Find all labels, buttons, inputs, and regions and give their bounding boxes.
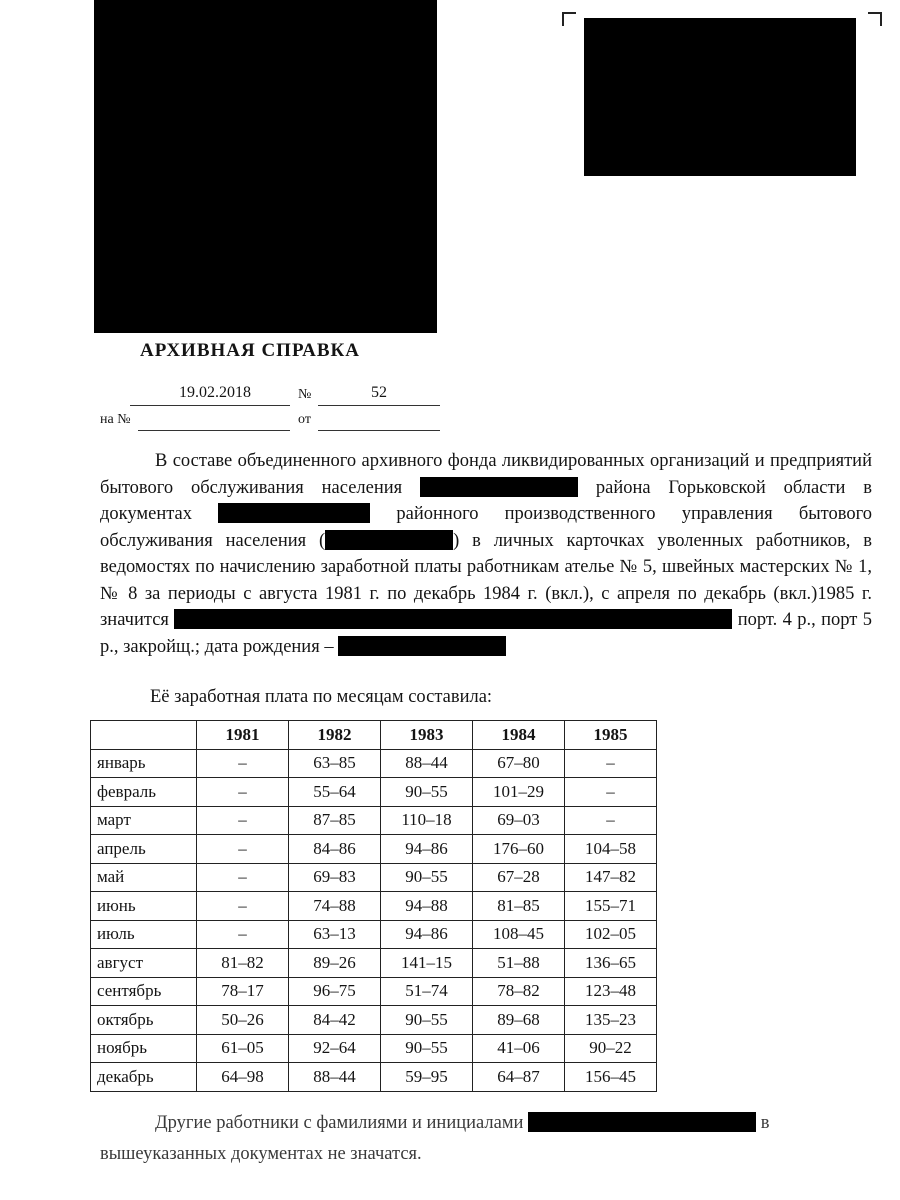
salary-cell: 94–86 <box>381 920 473 949</box>
salary-cell: 88–44 <box>381 749 473 778</box>
salary-cell: 63–85 <box>289 749 381 778</box>
header-cell: 1981 <box>197 721 289 750</box>
salary-cell: – <box>197 749 289 778</box>
salary-cell: – <box>565 806 657 835</box>
redacted-letterhead <box>94 0 437 333</box>
salary-cell: 74–88 <box>289 892 381 921</box>
table-caption: Её заработная плата по месяцам составила: <box>150 687 493 707</box>
salary-cell: 64–98 <box>197 1063 289 1092</box>
salary-cell: 102–05 <box>565 920 657 949</box>
salary-cell: 94–86 <box>381 835 473 864</box>
redacted-abbreviation <box>325 530 453 550</box>
redacted-addressee <box>584 18 856 176</box>
salary-cell: 51–88 <box>473 949 565 978</box>
salary-cell: 136–65 <box>565 949 657 978</box>
salary-cell: 88–44 <box>289 1063 381 1092</box>
table-row <box>91 778 657 807</box>
salary-cell: 92–64 <box>289 1034 381 1063</box>
salary-cell: 59–95 <box>381 1063 473 1092</box>
salary-cell: 110–18 <box>381 806 473 835</box>
salary-cell: 67–28 <box>473 863 565 892</box>
header-cell: 1982 <box>289 721 381 750</box>
closing-text-part2: в <box>760 1113 770 1133</box>
table-row <box>91 835 657 864</box>
salary-cell: 61–05 <box>197 1034 289 1063</box>
from-underline <box>318 430 440 431</box>
salary-cell: 69–83 <box>289 863 381 892</box>
table-row <box>91 920 657 949</box>
number-label: № <box>298 387 312 402</box>
month-cell: май <box>91 863 197 892</box>
month-cell: август <box>91 949 197 978</box>
redacted-employee-name <box>174 609 732 629</box>
body-text-part5: порт. 4 р., порт 5 р., закройщ.; дата рождения – <box>100 610 873 657</box>
salary-cell: 55–64 <box>289 778 381 807</box>
salary-cell: 176–60 <box>473 835 565 864</box>
header-cell: 1984 <box>473 721 565 750</box>
body-text-part3: районного производственного управления бытового обслуживания населения ( <box>100 504 872 551</box>
body-text-part1: В составе объединенного архивного фонда ликвидированных организаций и предприятий бытового обслуживания населения <box>100 451 872 498</box>
table-row <box>91 892 657 921</box>
salary-cell: 89–26 <box>289 949 381 978</box>
header-cell: 1983 <box>381 721 473 750</box>
salary-cell: 147–82 <box>565 863 657 892</box>
table-row <box>91 1034 657 1063</box>
date-underline <box>130 405 290 406</box>
month-cell: июнь <box>91 892 197 921</box>
body-text-part4: ) в личных карточках уволенных работников, в ведомостях по начислению заработной платы работникам ателье № 5, швейных мастерских № 1, № 8 за периоды с августа 1981 г. по декабрь 1984 г. (вкл.), с апреля по декабрь (вкл.)1985 г. значится <box>100 530 872 630</box>
salary-cell: 155–71 <box>565 892 657 921</box>
month-cell: март <box>91 806 197 835</box>
table-row <box>91 806 657 835</box>
month-cell: декабрь <box>91 1063 197 1092</box>
salary-table <box>90 720 657 1092</box>
month-cell: февраль <box>91 778 197 807</box>
salary-cell: 50–26 <box>197 1006 289 1035</box>
document-title: АРХИВНАЯ СПРАВКА <box>140 340 361 361</box>
salary-cell: 84–42 <box>289 1006 381 1035</box>
salary-cell: – <box>197 892 289 921</box>
header-cell: 1985 <box>565 721 657 750</box>
body-text-part2: района Горьковской области в документах <box>100 477 873 524</box>
salary-cell: 96–75 <box>289 977 381 1006</box>
number-underline <box>318 405 440 406</box>
redacted-names <box>528 1112 756 1132</box>
salary-cell: – <box>197 806 289 835</box>
number-value: 52 <box>371 384 387 401</box>
body-paragraph <box>100 448 872 660</box>
salary-cell: 156–45 <box>565 1063 657 1092</box>
redacted-district-name <box>420 477 578 497</box>
salary-cell: 90–55 <box>381 1006 473 1035</box>
table-row <box>91 1006 657 1035</box>
table-row <box>91 863 657 892</box>
header-cell <box>91 721 197 750</box>
salary-cell: 84–86 <box>289 835 381 864</box>
month-cell: январь <box>91 749 197 778</box>
month-cell: сентябрь <box>91 977 197 1006</box>
table-row <box>91 749 657 778</box>
closing-paragraph <box>100 1108 880 1170</box>
salary-cell: 41–06 <box>473 1034 565 1063</box>
closing-text-part1: Другие работники с фамилиями и инициалами <box>155 1113 524 1133</box>
table-row <box>91 1063 657 1092</box>
redacted-district-name-2 <box>218 503 370 523</box>
salary-cell: 104–58 <box>565 835 657 864</box>
salary-cell: 67–80 <box>473 749 565 778</box>
salary-cell: – <box>197 863 289 892</box>
corner-mark-top-right <box>868 12 882 26</box>
salary-cell: 69–03 <box>473 806 565 835</box>
table-header-row <box>91 721 657 750</box>
month-cell: ноябрь <box>91 1034 197 1063</box>
salary-cell: – <box>197 778 289 807</box>
salary-cell: 90–55 <box>381 1034 473 1063</box>
salary-cell: 90–22 <box>565 1034 657 1063</box>
salary-cell: – <box>565 749 657 778</box>
reference-label: на № <box>100 412 131 427</box>
salary-cell: 87–85 <box>289 806 381 835</box>
salary-cell: 78–82 <box>473 977 565 1006</box>
salary-cell: 90–55 <box>381 863 473 892</box>
salary-cell: 108–45 <box>473 920 565 949</box>
salary-cell: 90–55 <box>381 778 473 807</box>
salary-cell: 51–74 <box>381 977 473 1006</box>
salary-cell: 135–23 <box>565 1006 657 1035</box>
salary-cell: 141–15 <box>381 949 473 978</box>
salary-cell: – <box>565 778 657 807</box>
salary-cell: 78–17 <box>197 977 289 1006</box>
salary-cell: 81–82 <box>197 949 289 978</box>
salary-cell: 94–88 <box>381 892 473 921</box>
salary-cell: – <box>197 920 289 949</box>
salary-cell: 89–68 <box>473 1006 565 1035</box>
salary-cell: 101–29 <box>473 778 565 807</box>
corner-mark-top-left <box>562 12 576 26</box>
salary-cell: 81–85 <box>473 892 565 921</box>
month-cell: июль <box>91 920 197 949</box>
closing-text-part3: вышеуказанных документах не значатся. <box>100 1144 422 1164</box>
redacted-birth-date <box>338 636 506 656</box>
table-row <box>91 949 657 978</box>
salary-cell: 64–87 <box>473 1063 565 1092</box>
salary-cell: 123–48 <box>565 977 657 1006</box>
reference-underline <box>138 430 290 431</box>
salary-cell: 63–13 <box>289 920 381 949</box>
date-value: 19.02.2018 <box>179 384 251 401</box>
table-row <box>91 977 657 1006</box>
month-cell: октябрь <box>91 1006 197 1035</box>
month-cell: апрель <box>91 835 197 864</box>
from-label: от <box>298 412 311 427</box>
salary-cell: – <box>197 835 289 864</box>
